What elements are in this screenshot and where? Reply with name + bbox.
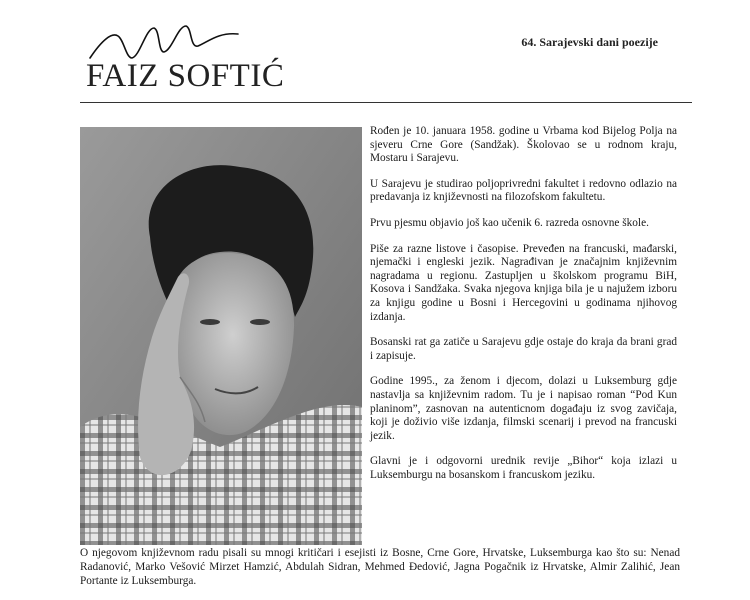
bio-paragraph: Glavni je i odgovorni urednik revije „Bihor“ koja izlazi u Luksemburgu na bosanskom i francuskom jeziku. (370, 455, 677, 481)
biography (370, 125, 677, 494)
bio-paragraph: Prvu pjesmu objavio još kao učenik 6. razreda osnovne škole. (370, 216, 649, 229)
bio-paragraph: Bosanski rat ga zatiče u Sarajevu gdje ostaje do kraja da brani grad i zapisuje. (370, 336, 677, 362)
portrait-photo (80, 127, 362, 545)
critics-paragraph: O njegovom književnom radu pisali su mnogi kritičari i esejisti iz Bosne, Crne Gore, Hrvatske, Luksemburga kao što su: Nenad Radanović, Marko Vešović Mirzet Hamzić, Abdulah Sidran, Mehmed Đedović, Jagna Pogačnik iz Hrvatske, Almir Zalihić, Jean Portante iz Luksemburga. (80, 547, 680, 587)
bio-paragraph: Rođen je 10. januara 1958. godine u Vrbama kod Bijelog Polja na sjeveru Crne Gore (Sandžak). Školovao se u rodnom kraju, Mostaru i Sarajevu. (370, 125, 677, 165)
bio-paragraph: U Sarajevu je studirao poljoprivredni fakultet i redovno odlazio na predavanja iz književnosti na filozofskom fakultetu. (370, 177, 677, 204)
header-divider (80, 102, 692, 103)
bio-paragraph: Godine 1995., za ženom i djecom, dolazi u Luksemburg gdje nastavlja sa književnim radom. Tu je i napisao roman “Pod Kun planinom”, zasnovan na autenticnom događaju iz svog zavičaja, koji je doživio više izdanja, filmski scenarij i prevod na francuski jezik. (370, 375, 677, 442)
event-title: 64. Sarajevski dani poezije (521, 35, 658, 49)
author-name: FAIZ SOFTIĆ (86, 58, 285, 94)
bio-paragraph: Piše za razne listove i časopise. Preveđen na francuski, mađarski, njemački i engleski jezik. Nagrađivan je značajnim književnim nagradama u regionu. Zastupljen u školskom programu BiH, Kosova i Sandžaka. Svaka njegova knjiga bila je u najužem izboru za knjigu godine u Bosni i Hercegovini u godinama njihovog izdanja. (370, 242, 677, 323)
